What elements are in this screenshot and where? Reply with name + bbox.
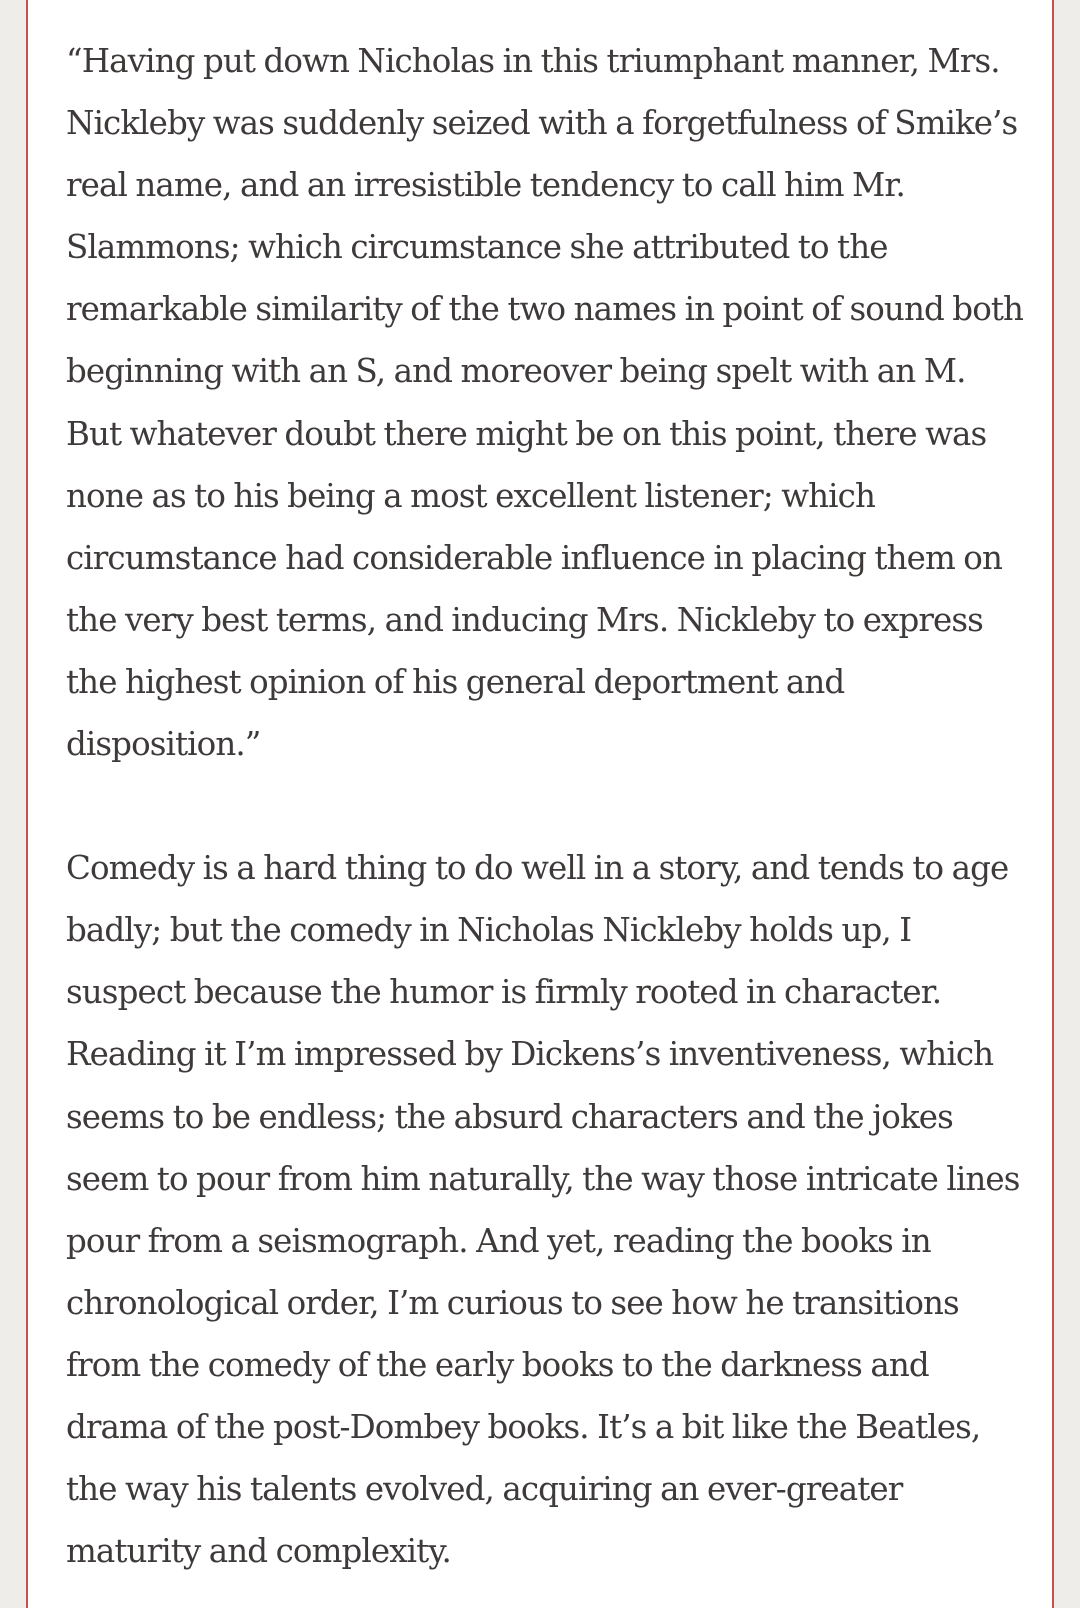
body-paragraph: Comedy is a hard thing to do well in a story, and tends to age badly; but the comedy in Nicholas Nickleby holds up, I suspect because the humor is firmly rooted in character. Reading it I’m impressed by Dickens’s inventiveness, which seems to be endless; the absurd characters and the jokes seem to pour from him naturally, the way those intricate lines pour from a seismograph. And yet, reading the books in chronological order, I’m curious to see how he transitions from the comedy of the early books to the darkness and drama of the post-Dombey books. It’s a bit like the Beatles, the way his talents evolved, acquiring an ever-greater maturity and complexity. [66, 849, 1020, 1571]
content-page [26, 0, 1054, 1608]
article-body [66, 30, 1026, 1582]
blockquote-paragraph: “Having put down Nicholas in this triumphant manner, Mrs. Nickleby was suddenly seized with a forgetfulness of Smike’s real name, and an irresistible tendency to call him Mr. Slammons; which circumstance she attributed to the remarkable similarity of the two names in point of sound both beginning with an S, and moreover being spelt with an M. But whatever doubt there might be on this point, there was none as to his being a most excellent listener; which circumstance had considerable influence in placing them on the very best terms, and inducing Mrs. Nickleby to express the highest opinion of his general deportment and disposition.” [66, 42, 1024, 764]
